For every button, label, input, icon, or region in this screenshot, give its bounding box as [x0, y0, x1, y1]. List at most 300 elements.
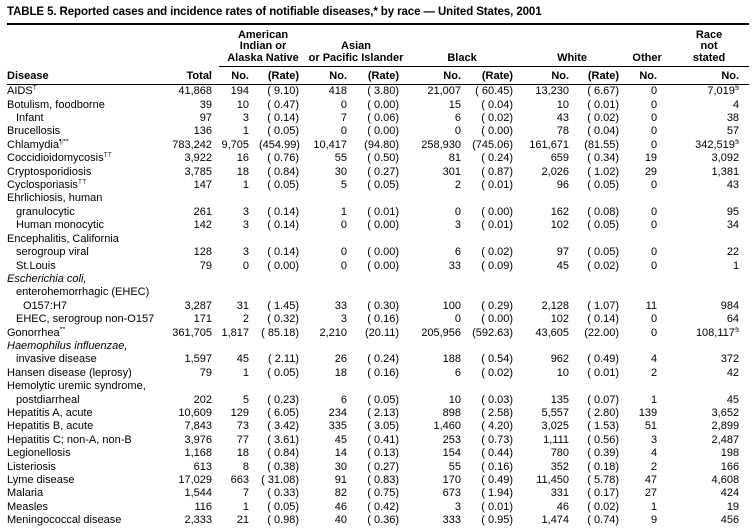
- other-no-cell: 0: [650, 85, 658, 98]
- black-rate-cell: ( 0.24): [481, 152, 514, 165]
- group-label-line: or Pacific Islander: [308, 51, 404, 64]
- total-cell: 128: [193, 246, 212, 259]
- race-not-stated-no-cell: [669, 233, 749, 246]
- total-cell: 3,785: [184, 165, 212, 178]
- disease-name: AIDS†: [7, 84, 37, 98]
- white-rate-cell: ( 0.02): [587, 259, 620, 272]
- race-not-stated-no-cell: 42: [726, 366, 740, 379]
- disease-name: enterohemorrhagic (EHEC): [16, 286, 150, 299]
- total-cell: 116: [194, 500, 212, 513]
- white-no-cell: 962: [550, 353, 570, 366]
- white-rate-cell: ( 0.34): [587, 152, 620, 165]
- white-rate-cell: ( 6.67): [587, 85, 620, 98]
- black-rate-cell: ( 0.44): [481, 447, 514, 460]
- aian-no-cell: 8: [242, 460, 249, 473]
- black-no-cell: 3: [454, 500, 462, 513]
- group-label-line: Alaska Native: [227, 51, 299, 64]
- race-not-stated-no-cell: 7,019§: [707, 84, 740, 98]
- black-no-cell: 205,956: [421, 326, 462, 339]
- other-no-cell: 0: [650, 112, 658, 125]
- total-cell: 39: [199, 98, 212, 111]
- other-no-cell: [625, 286, 669, 299]
- aian-rate-cell: ( 0.05): [267, 500, 300, 513]
- aian-rate-cell: ( 0.05): [267, 366, 300, 379]
- aian-rate-cell: ( 6.05): [267, 406, 300, 419]
- black-no-cell: 170: [442, 474, 462, 486]
- aian-rate-cell: ( 2.11): [268, 353, 300, 366]
- disease-name: granulocytic: [16, 205, 75, 218]
- total-cell: 136: [193, 125, 212, 138]
- table-row: [7, 501, 749, 514]
- white-no-cell: [519, 192, 577, 205]
- table-row: [7, 179, 749, 192]
- white-rate-cell: ( 0.05): [587, 246, 620, 259]
- table-row: [7, 139, 749, 152]
- total-cell: 1,597: [184, 353, 212, 366]
- black-rate-cell: ( 4.20): [481, 420, 514, 433]
- group-label-line: Race: [695, 29, 723, 41]
- api-no-cell: [307, 340, 357, 353]
- api-no-cell: 10,417: [313, 138, 348, 151]
- aian-no-cell: 18: [236, 165, 249, 178]
- white-rate-cell: ( 1.02): [587, 165, 620, 178]
- api-no-cell: 45: [334, 433, 348, 446]
- other-no-cell: [625, 380, 669, 393]
- aian-rate-cell: (454.99): [259, 138, 300, 151]
- aian-rate-cell: [259, 286, 307, 299]
- aian-rate-cell: ( 0.84): [267, 447, 300, 460]
- aian-rate-cell: ( 0.00): [267, 259, 300, 272]
- api-rate-cell: [357, 233, 405, 246]
- total-cell: 3,922: [184, 152, 212, 165]
- aian-rate-cell: ( 0.76): [267, 152, 300, 165]
- api-rate-cell: ( 0.13): [367, 447, 400, 460]
- race-not-stated-no-cell: 57: [726, 125, 740, 138]
- api-no-cell: 30: [334, 165, 348, 178]
- black-no-cell: [405, 380, 467, 393]
- aian-no-cell: 21: [236, 514, 249, 527]
- black-no-cell: 55: [448, 460, 462, 473]
- api-no-cell: 55: [334, 152, 348, 165]
- col-header-white-rate: (Rate): [577, 67, 625, 85]
- white-rate-cell: [577, 340, 625, 353]
- col-header-api-rate: (Rate): [357, 67, 405, 85]
- disease-name: Human monocytic: [16, 219, 105, 232]
- aian-no-cell: 10: [236, 98, 249, 111]
- table-row: [7, 246, 749, 259]
- aian-no-cell: [219, 192, 259, 205]
- white-no-cell: [519, 380, 577, 393]
- white-rate-cell: [577, 380, 625, 393]
- other-no-cell: 0: [650, 313, 658, 326]
- col-header-black-no: No.: [405, 67, 467, 85]
- other-no-cell: 0: [650, 205, 658, 218]
- other-no-cell: [625, 192, 669, 205]
- white-no-cell: 2,128: [541, 299, 570, 312]
- total-cell: 3,287: [184, 299, 212, 312]
- black-rate-cell: ( 0.00): [481, 125, 514, 138]
- aian-no-cell: 73: [236, 420, 249, 433]
- api-no-cell: 5: [340, 179, 348, 192]
- white-no-cell: 13,230: [535, 85, 570, 98]
- aian-rate-cell: ( 0.14): [267, 112, 300, 125]
- white-rate-cell: ( 0.18): [587, 460, 620, 473]
- aian-no-cell: 1: [242, 366, 249, 379]
- api-rate-cell: ( 0.24): [367, 353, 400, 366]
- table-title: TABLE 5. Reported cases and incidence rates of notifiable diseases,* by race — United States, 2001: [7, 6, 749, 25]
- white-rate-cell: [577, 273, 625, 286]
- black-no-cell: 154: [442, 447, 462, 460]
- white-no-cell: 352: [550, 460, 570, 473]
- white-no-cell: 331: [550, 487, 570, 500]
- api-rate-cell: [357, 340, 405, 353]
- other-no-cell: 1: [650, 500, 658, 513]
- aian-no-cell: 77: [236, 433, 249, 446]
- aian-rate-cell: ( 0.38): [267, 460, 300, 473]
- black-no-cell: 21,007: [427, 85, 462, 98]
- table-row: [7, 474, 749, 487]
- white-rate-cell: ( 0.39): [587, 447, 620, 460]
- disease-name: postdiarrheal: [16, 393, 80, 406]
- aian-rate-cell: ( 0.32): [267, 313, 300, 326]
- disease-name: Listeriosis: [7, 460, 56, 473]
- race-not-stated-no-cell: 1,381: [711, 165, 740, 178]
- black-rate-cell: ( 0.95): [481, 514, 514, 527]
- disease-name: Gonorrhea**: [7, 326, 66, 339]
- race-not-stated-no-cell: 4,608: [711, 474, 740, 486]
- total-cell: 261: [193, 205, 212, 218]
- aian-rate-cell: ( 0.14): [267, 205, 300, 218]
- aian-no-cell: 3: [242, 205, 249, 218]
- disease-name: Brucellosis: [7, 125, 61, 138]
- total-cell: [169, 340, 219, 353]
- white-rate-cell: ( 0.01): [587, 98, 620, 111]
- table-row: [7, 260, 749, 273]
- race-not-stated-no-cell: 166: [720, 460, 740, 473]
- aian-rate-cell: ( 0.98): [267, 514, 300, 527]
- black-no-cell: 1,460: [433, 420, 462, 433]
- aian-rate-cell: ( 0.33): [267, 487, 300, 500]
- api-rate-cell: ( 0.05): [367, 393, 400, 406]
- race-not-stated-no-cell: 198: [720, 447, 740, 460]
- white-rate-cell: ( 0.74): [587, 514, 620, 527]
- disease-name: Hemolytic uremic syndrome,: [7, 380, 146, 393]
- aian-rate-cell: ( 31.08): [261, 474, 300, 486]
- aian-rate-cell: [259, 380, 307, 393]
- black-rate-cell: ( 0.02): [481, 246, 514, 259]
- api-rate-cell: (20.11): [364, 326, 400, 339]
- aian-rate-cell: [259, 192, 307, 205]
- white-rate-cell: ( 0.49): [587, 353, 620, 366]
- other-no-cell: 2: [650, 366, 658, 379]
- black-rate-cell: ( 0.73): [481, 433, 514, 446]
- other-no-cell: 47: [644, 474, 658, 486]
- table-row: [7, 447, 749, 460]
- aian-no-cell: 18: [236, 447, 249, 460]
- white-no-cell: 46: [556, 500, 570, 513]
- race-not-stated-no-cell: 3,092: [711, 152, 740, 165]
- disease-name: Ehrlichiosis, human: [7, 192, 103, 205]
- white-rate-cell: ( 1.53): [587, 420, 620, 433]
- race-not-stated-no-cell: 22: [726, 246, 740, 259]
- white-rate-cell: ( 0.04): [587, 125, 620, 138]
- disease-name: Malaria: [7, 487, 44, 500]
- disease-name: Hansen disease (leprosy): [7, 366, 132, 379]
- race-not-stated-no-cell: [669, 286, 749, 299]
- aian-no-cell: 3: [242, 246, 249, 259]
- race-not-stated-no-cell: 2,487: [711, 433, 740, 446]
- black-rate-cell: ( 0.54): [481, 353, 514, 366]
- api-no-cell: 40: [334, 514, 348, 527]
- aian-no-cell: 1: [242, 125, 249, 138]
- aian-rate-cell: ( 9.10): [267, 85, 300, 98]
- other-no-cell: [625, 233, 669, 246]
- black-no-cell: 333: [442, 514, 462, 527]
- total-cell: 17,029: [178, 474, 212, 486]
- disease-name: Chlamydia¶**: [7, 138, 69, 151]
- col-header-disease: Disease: [7, 30, 169, 85]
- disease-name: Hepatitis C; non-A, non-B: [7, 433, 132, 446]
- total-cell: [169, 286, 219, 299]
- col-header-race-not-stated-no: No.: [669, 67, 749, 85]
- api-rate-cell: ( 0.00): [367, 125, 400, 138]
- aian-rate-cell: ( 0.05): [267, 125, 300, 138]
- other-no-cell: 0: [650, 98, 658, 111]
- race-not-stated-no-cell: 2,899: [711, 420, 740, 433]
- race-not-stated-no-cell: 342,519§: [695, 138, 740, 151]
- other-no-cell: 0: [650, 219, 658, 232]
- aian-no-cell: 45: [236, 353, 249, 366]
- table-body: [7, 85, 749, 528]
- api-rate-cell: ( 0.16): [367, 313, 400, 326]
- other-no-cell: [625, 273, 669, 286]
- total-cell: 41,868: [178, 85, 212, 98]
- aian-no-cell: [219, 380, 259, 393]
- aian-no-cell: 3: [242, 112, 249, 125]
- total-cell: 3,976: [184, 433, 212, 446]
- race-not-stated-no-cell: 456: [720, 514, 740, 527]
- black-rate-cell: ( 0.87): [481, 165, 514, 178]
- col-group-race-not-stated: [669, 30, 749, 67]
- api-no-cell: 234: [328, 406, 348, 419]
- col-header-api-no: No.: [307, 67, 357, 85]
- aian-no-cell: 1: [242, 500, 249, 513]
- aian-no-cell: 3: [242, 219, 249, 232]
- race-not-stated-no-cell: [669, 380, 749, 393]
- api-no-cell: 0: [340, 246, 348, 259]
- other-no-cell: 139: [638, 406, 658, 419]
- api-no-cell: 30: [334, 460, 348, 473]
- table-row: [7, 353, 749, 366]
- disease-name: invasive disease: [16, 353, 97, 366]
- aian-rate-cell: ( 0.14): [267, 246, 300, 259]
- api-rate-cell: ( 0.05): [367, 179, 400, 192]
- group-label-line: stated: [692, 51, 726, 64]
- other-no-cell: 0: [650, 259, 658, 272]
- black-rate-cell: (592.63): [472, 326, 514, 339]
- black-rate-cell: ( 0.01): [481, 179, 514, 192]
- table-row: [7, 99, 749, 112]
- white-no-cell: 5,557: [541, 406, 570, 419]
- api-no-cell: 7: [340, 112, 348, 125]
- white-rate-cell: ( 0.14): [587, 313, 620, 326]
- col-header-total: Total: [169, 30, 219, 85]
- col-header-aian-rate: (Rate): [259, 67, 307, 85]
- col-header-white-no: No.: [519, 67, 577, 85]
- total-cell: 1,544: [184, 487, 212, 500]
- disease-name: St.Louis: [16, 259, 56, 272]
- api-rate-cell: ( 0.83): [367, 474, 400, 486]
- table-row: [7, 125, 749, 138]
- black-no-cell: 253: [442, 433, 462, 446]
- api-no-cell: [307, 192, 357, 205]
- api-no-cell: 418: [328, 85, 348, 98]
- other-no-cell: 9: [650, 514, 658, 527]
- other-no-cell: 1: [650, 393, 658, 406]
- aian-no-cell: 1: [242, 179, 249, 192]
- black-no-cell: 6: [454, 366, 462, 379]
- api-rate-cell: ( 0.00): [367, 219, 400, 232]
- total-cell: 147: [193, 179, 212, 192]
- disease-name: O157:H7: [23, 299, 68, 312]
- total-cell: 613: [193, 460, 212, 473]
- black-no-cell: 3: [454, 219, 462, 232]
- total-cell: 2,333: [184, 514, 212, 527]
- race-not-stated-no-cell: [669, 273, 749, 286]
- white-no-cell: [519, 286, 577, 299]
- disease-name: Coccidioidomycosis††: [7, 152, 112, 165]
- aian-rate-cell: ( 85.18): [261, 326, 300, 339]
- table-row: [7, 206, 749, 219]
- aian-rate-cell: ( 0.14): [267, 219, 300, 232]
- black-rate-cell: ( 0.49): [481, 474, 514, 486]
- black-no-cell: 33: [448, 259, 462, 272]
- black-rate-cell: ( 0.03): [481, 393, 514, 406]
- api-rate-cell: ( 0.01): [367, 205, 400, 218]
- col-header-other-no: No.: [625, 67, 669, 85]
- black-no-cell: [405, 340, 467, 353]
- white-no-cell: 3,025: [541, 420, 570, 433]
- black-no-cell: [405, 192, 467, 205]
- col-group-asian-pacific-islander: [307, 30, 405, 67]
- black-rate-cell: [467, 192, 519, 205]
- black-rate-cell: [467, 340, 519, 353]
- aian-no-cell: 129: [230, 406, 249, 419]
- api-no-cell: 26: [334, 353, 348, 366]
- aian-no-cell: [219, 286, 259, 299]
- white-no-cell: 10: [556, 366, 570, 379]
- white-no-cell: 11,450: [536, 474, 570, 486]
- white-rate-cell: (81.55): [584, 138, 620, 151]
- aian-rate-cell: ( 0.84): [267, 165, 300, 178]
- race-not-stated-no-cell: 95: [726, 205, 740, 218]
- race-not-stated-no-cell: 4: [732, 98, 740, 111]
- other-no-cell: 51: [644, 420, 658, 433]
- white-no-cell: [519, 340, 577, 353]
- api-rate-cell: [357, 192, 405, 205]
- api-rate-cell: ( 0.06): [367, 112, 400, 125]
- other-no-cell: 3: [650, 433, 658, 446]
- api-no-cell: [307, 286, 357, 299]
- race-not-stated-no-cell: 108,117§: [695, 326, 740, 339]
- table-row: [7, 394, 749, 407]
- white-no-cell: 102: [550, 219, 570, 232]
- group-label-line: White: [557, 51, 588, 64]
- white-no-cell: 45: [556, 259, 570, 272]
- total-cell: 10,609: [178, 406, 212, 419]
- api-rate-cell: ( 0.30): [367, 299, 400, 312]
- disease-name: serogroup viral: [16, 246, 89, 259]
- api-no-cell: 46: [334, 500, 348, 513]
- other-no-cell: 4: [650, 353, 658, 366]
- group-label-line: Asian: [341, 40, 371, 53]
- other-no-cell: 29: [644, 165, 658, 178]
- api-rate-cell: (94.80): [364, 138, 400, 151]
- api-rate-cell: [357, 273, 405, 286]
- black-no-cell: 81: [448, 152, 462, 165]
- race-not-stated-no-cell: 424: [720, 487, 740, 500]
- black-no-cell: 673: [442, 487, 462, 500]
- aian-rate-cell: ( 0.47): [267, 98, 300, 111]
- other-no-cell: [625, 340, 669, 353]
- black-no-cell: 898: [442, 406, 462, 419]
- other-no-cell: 0: [650, 125, 658, 138]
- white-no-cell: 97: [556, 246, 570, 259]
- white-no-cell: 1,474: [541, 514, 570, 527]
- disease-name: Lyme disease: [7, 474, 75, 486]
- table-row: [7, 367, 749, 380]
- table-row: [7, 233, 749, 246]
- aian-rate-cell: [259, 233, 307, 246]
- other-no-cell: 11: [645, 299, 658, 312]
- api-no-cell: 14: [334, 447, 348, 460]
- aian-no-cell: 5: [242, 393, 249, 406]
- aian-rate-cell: ( 0.23): [267, 393, 300, 406]
- black-rate-cell: [467, 380, 519, 393]
- api-no-cell: 0: [340, 125, 348, 138]
- total-cell: 783,242: [172, 138, 212, 151]
- api-rate-cell: ( 0.27): [367, 165, 400, 178]
- disease-name: Escherichia coli,: [7, 272, 87, 285]
- black-no-cell: [405, 286, 467, 299]
- group-label-line: not: [700, 40, 718, 53]
- aian-no-cell: 7: [242, 487, 249, 500]
- other-no-cell: 4: [650, 447, 658, 460]
- aian-no-cell: 31: [236, 299, 249, 312]
- api-rate-cell: ( 0.00): [367, 259, 400, 272]
- aian-no-cell: 2: [242, 313, 249, 326]
- table-row: [7, 487, 749, 500]
- race-not-stated-no-cell: [669, 340, 749, 353]
- api-rate-cell: ( 0.41): [367, 433, 400, 446]
- black-no-cell: 301: [442, 165, 462, 178]
- api-rate-cell: [357, 286, 405, 299]
- api-no-cell: 91: [334, 474, 348, 486]
- black-no-cell: 2: [454, 179, 462, 192]
- col-group-other: [625, 30, 669, 67]
- aian-no-cell: 194: [230, 85, 249, 98]
- white-rate-cell: ( 0.56): [587, 433, 620, 446]
- api-no-cell: 2,210: [319, 326, 348, 339]
- white-rate-cell: (22.00): [584, 326, 620, 339]
- table-row: [7, 407, 749, 420]
- table-row: [7, 152, 749, 165]
- white-no-cell: 1,111: [543, 433, 570, 446]
- table-row: [7, 286, 749, 299]
- api-no-cell: [307, 273, 357, 286]
- disease-name: Encephalitis, California: [7, 232, 119, 245]
- white-rate-cell: [577, 286, 625, 299]
